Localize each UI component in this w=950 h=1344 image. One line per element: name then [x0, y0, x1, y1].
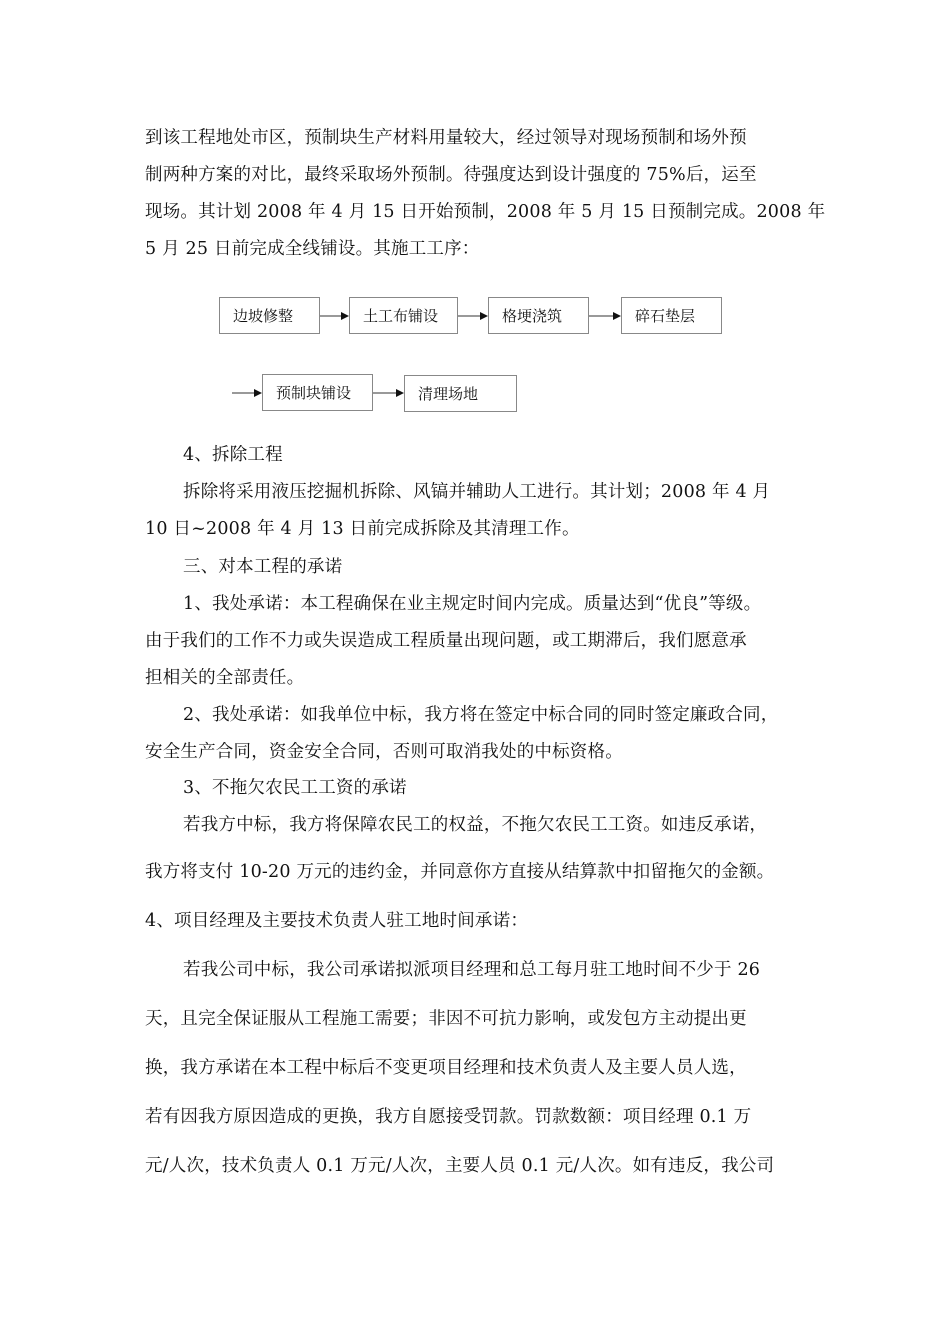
text-line: 1、我处承诺：本工程确保在业主规定时间内完成。质量达到“优良”等级。 — [183, 594, 762, 614]
text-line: 安全生产合同，资金安全合同，否则可取消我处的中标资格。 — [145, 742, 623, 762]
text-line: 天，且完全保证服从工程施工需要；非因不可抗力影响，或发包方主动提出更 — [145, 1009, 747, 1029]
section-heading: 4、拆除工程 — [183, 445, 283, 465]
flow-step-6: 清理场地 — [404, 375, 517, 412]
text-line: 到该工程地处市区，预制块生产材料用量较大，经过领导对现场预制和场外预 — [145, 128, 747, 148]
text-line: 元/人次，技术负责人 0.1 万元/人次，主要人员 0.1 元/人次。如有违反，我公司 — [145, 1156, 775, 1176]
text-line: 若有因我方原因造成的更换，我方自愿接受罚款。罚款数额：项目经理 0.1 万 — [145, 1107, 752, 1127]
text-line: 由于我们的工作不力或失误造成工程质量出现问题，或工期滞后，我们愿意承 — [145, 631, 747, 651]
text-line: 若我方中标，我方将保障农民工的权益，不拖欠农民工工资。如违反承诺， — [183, 815, 768, 835]
flow-step-2: 土工布铺设 — [349, 297, 458, 334]
flow-step-3: 格埂浇筑 — [488, 297, 589, 334]
text-line: 换，我方承诺在本工程中标后不变更项目经理和技术负责人及主要人员人选， — [145, 1058, 747, 1078]
text-line: 2、我处承诺：如我单位中标，我方将在签定中标合同的同时签定廉政合同， — [183, 705, 779, 725]
text-line: 现场。其计划 2008 年 4 月 15 日开始预制，2008 年 5 月 15 日预制完成。2008 年 — [145, 202, 826, 222]
text-line: 制两种方案的对比，最终采取场外预制。待强度达到设计强度的 75%后，运至 — [145, 165, 757, 185]
text-line: 若我公司中标，我公司承诺拟派项目经理和总工每月驻工地时间不少于 26 — [183, 960, 761, 980]
text-line: 我方将支付 10-20 万元的违约金，并同意你方直接从结算款中扣留拖欠的金额。 — [145, 862, 775, 882]
subsection-heading: 4、项目经理及主要技术负责人驻工地时间承诺： — [145, 911, 529, 931]
flow-step-5: 预制块铺设 — [262, 374, 373, 411]
text-line: 担相关的全部责任。 — [145, 668, 305, 688]
text-line: 拆除将采用液压挖掘机拆除、风镐并辅助人工进行。其计划；2008 年 4 月 — [183, 482, 771, 502]
subsection-heading: 3、不拖欠农民工工资的承诺 — [183, 778, 407, 798]
section-heading: 三、对本工程的承诺 — [183, 557, 343, 577]
text-line: 5 月 25 日前完成全线铺设。其施工工序： — [145, 239, 480, 259]
flow-step-1: 边坡修整 — [219, 297, 320, 334]
text-line: 10 日~2008 年 4 月 13 日前完成拆除及其清理工作。 — [145, 519, 580, 539]
flow-step-4: 碎石垫层 — [621, 297, 722, 334]
